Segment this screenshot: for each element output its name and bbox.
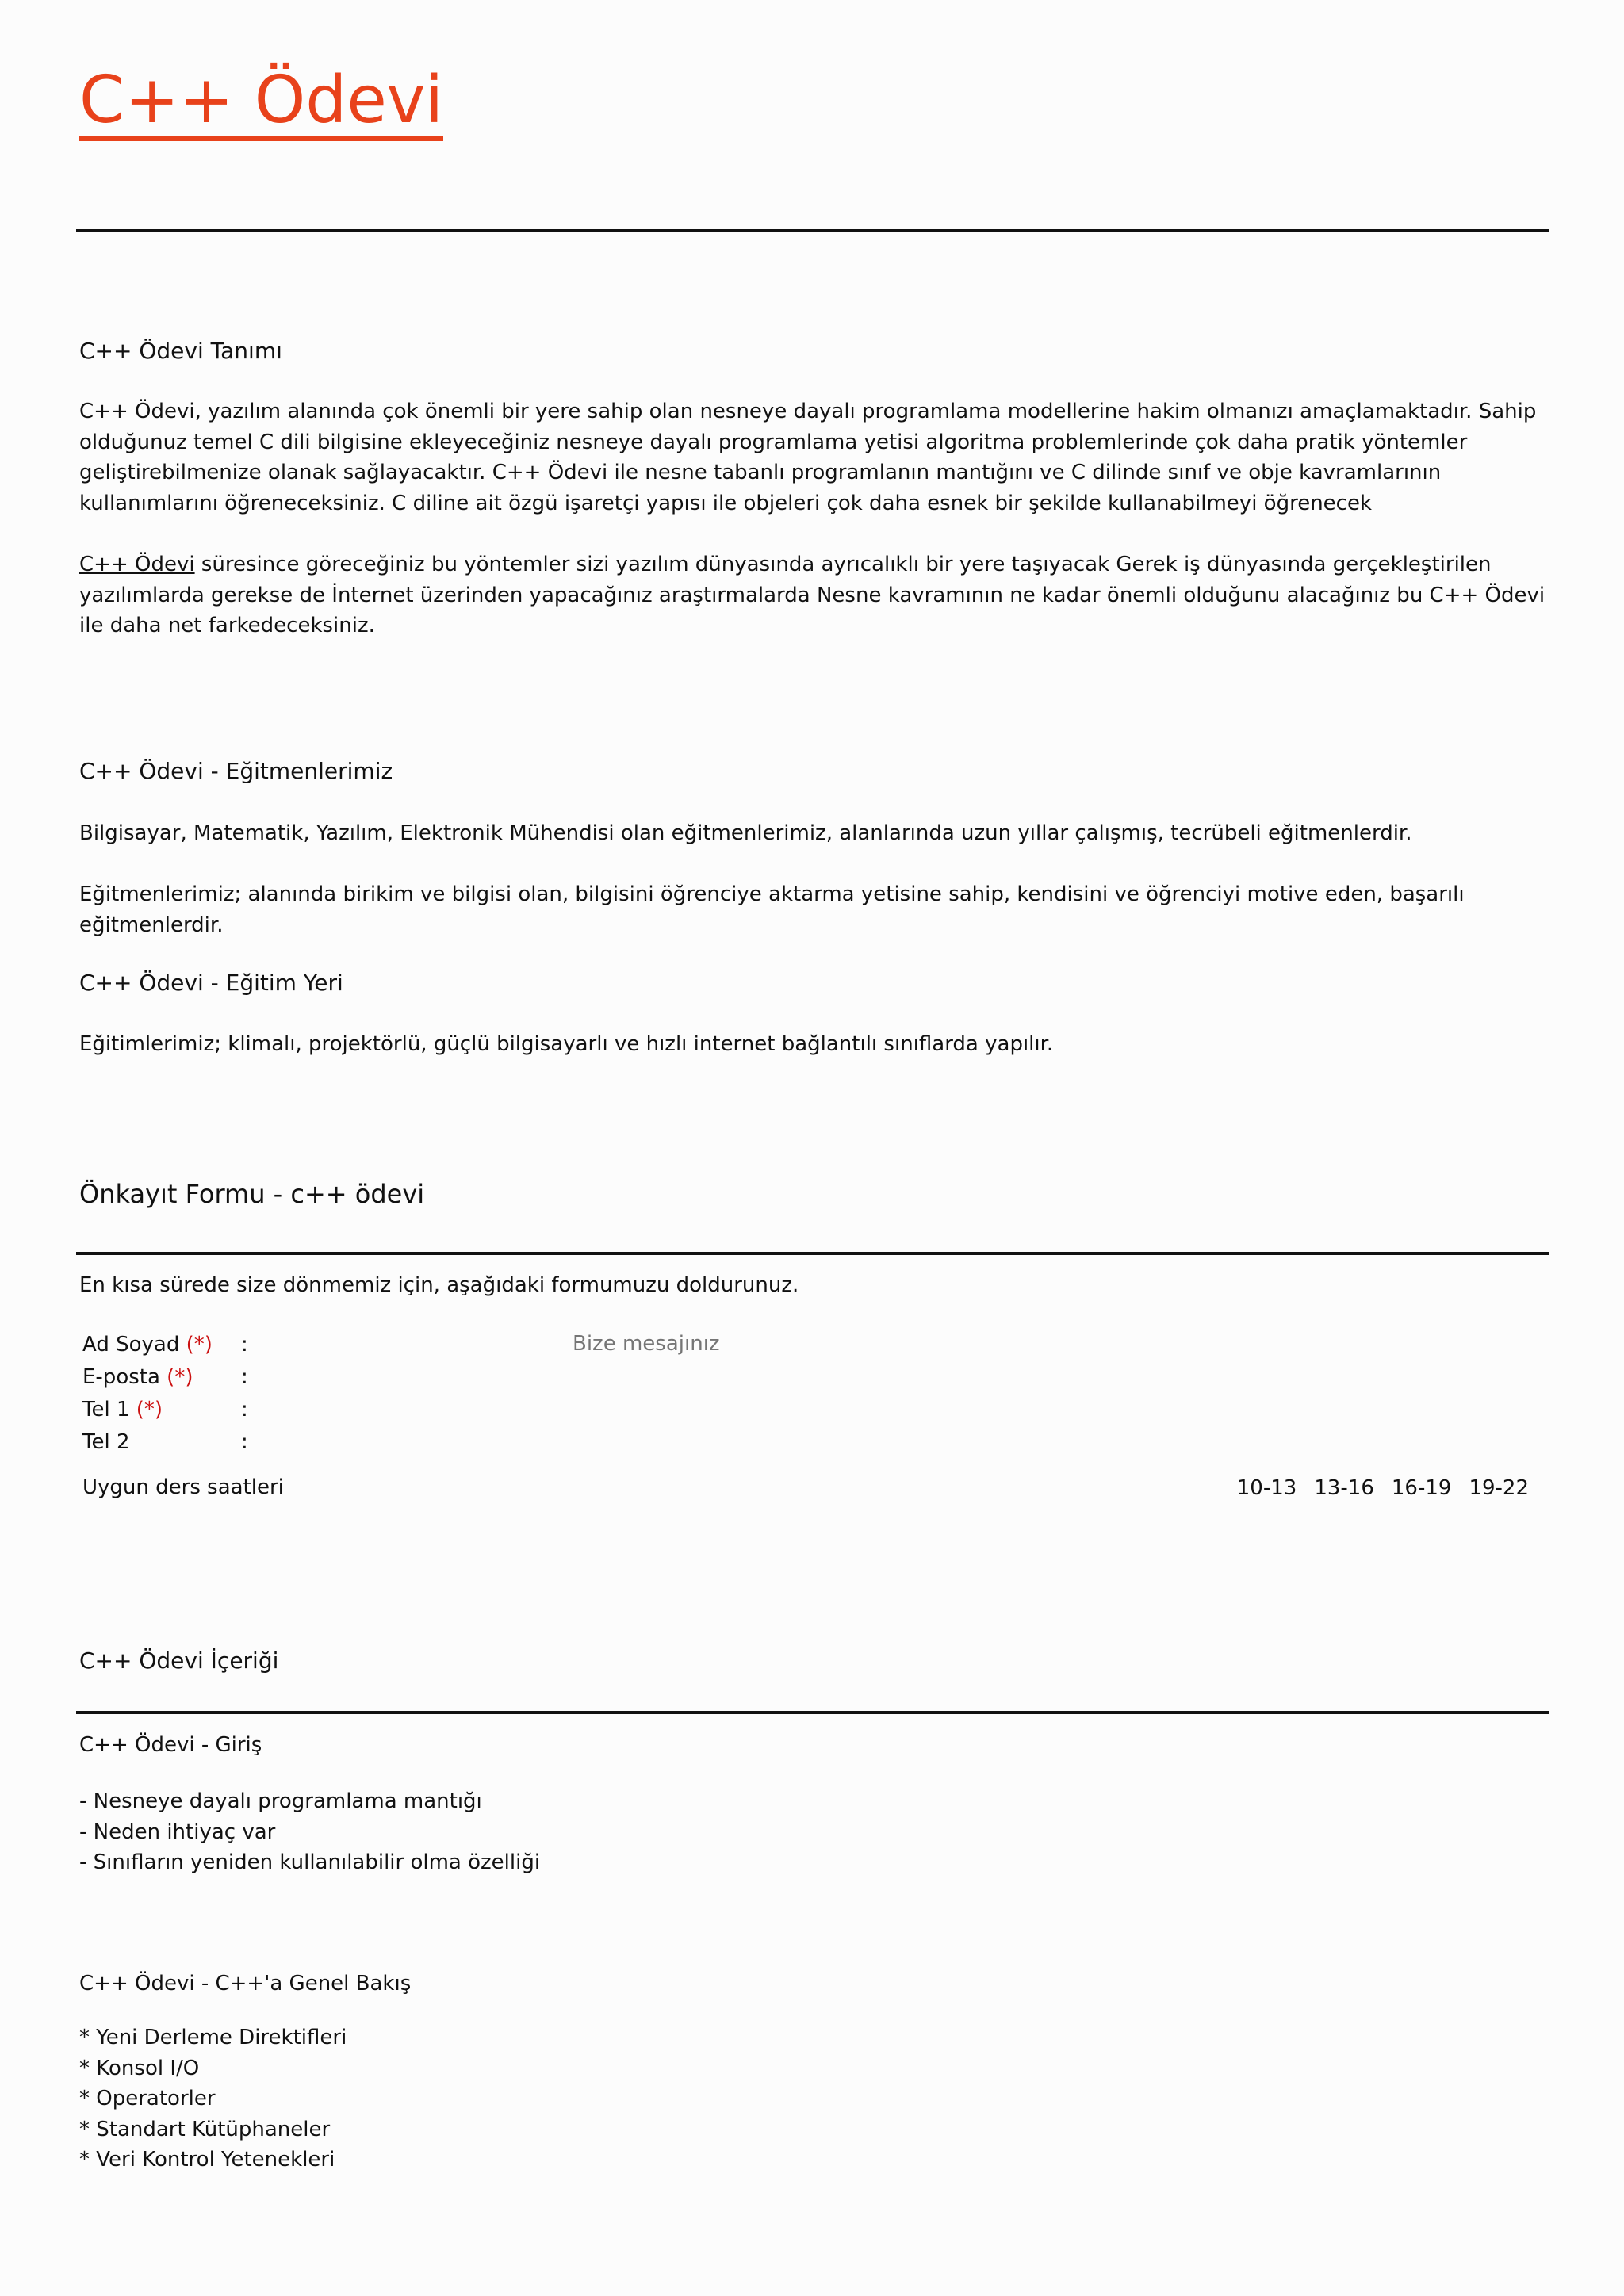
paragraph-egitmenler-2: Eğitmenlerimiz; alanında birikim ve bilgisi olan, bilgisini öğrenciye aktarma yetisine sahip, kendisini ve öğrenciyi motive eden, başarılı eğitmenlerdir. [79,882,1465,937]
hours-options [1237,1473,1529,1503]
page-title: C++ Ödevi [79,65,443,141]
field-label-eposta: E-posta (*) [82,1365,193,1389]
form-row-ad-soyad [82,1329,574,1361]
field-colon: : [241,1333,248,1357]
required-marker: (*) [136,1398,163,1422]
content-divider [76,1711,1549,1714]
content-list-giris [79,1786,540,1878]
field-colon: : [241,1365,248,1389]
form-intro: En kısa sürede size dönmemiz için, aşağıdaki formumuzu doldurunuz. [79,1273,799,1297]
content-sub-heading-genel-bakis: C++ Ödevi - C++'a Genel Bakış [79,1972,412,1996]
required-marker: (*) [167,1365,193,1389]
cpp-odevi-link[interactable]: C++ Ödevi [79,553,195,576]
ad-soyad-input[interactable] [265,1334,566,1357]
message-textarea[interactable] [573,1332,1540,1459]
form-heading: Önkayıt Formu - c++ ödevi [79,1179,425,1209]
paragraph-egitmenler-1: Bilgisayar, Matematik, Yazılım, Elektronik Mühendisi olan eğitmenlerimiz, alanlarında uzun yıllar çalışmış, tecrübeli eğitmenlerdir. [79,821,1412,845]
content-heading: C++ Ödevi İçeriği [79,1647,279,1674]
list-item: - Sınıfların yeniden kullanılabilir olma özelliği [79,1850,541,1874]
hour-option-16-19[interactable]: 16-19 [1391,1476,1452,1500]
tel2-input[interactable] [265,1431,566,1455]
list-item: * Yeni Derleme Direktifleri [79,2026,347,2049]
field-colon: : [241,1398,248,1422]
list-item: * Operatorler [79,2087,216,2110]
form-row-eposta [82,1361,574,1394]
section-heading-egitmenler: C++ Ödevi - Eğitmenlerimiz [79,758,393,784]
paragraph-tanim-2 [79,549,1546,641]
hours-label: Uygun ders saatleri [82,1475,284,1499]
list-item: * Veri Kontrol Yetenekleri [79,2148,335,2172]
tel1-input[interactable] [265,1399,566,1422]
list-item: - Nesneye dayalı programlama mantığı [79,1789,482,1813]
field-label-tel1: Tel 1 (*) [82,1398,163,1422]
form-row-tel2 [82,1426,574,1459]
form-row-tel1 [82,1394,574,1426]
field-label-tel2: Tel 2 [82,1430,130,1454]
list-item: * Konsol I/O [79,2056,200,2080]
paragraph-egitim-yeri: Eğitimlerimiz; klimalı, projektörlü, güçlü bilgisayarlı ve hızlı internet bağlantılı sınıflarda yapılır. [79,1032,1054,1056]
section-heading-tanim: C++ Ödevi Tanımı [79,338,282,364]
hour-option-13-16[interactable]: 13-16 [1314,1476,1374,1500]
field-label-ad-soyad: Ad Soyad (*) [82,1333,213,1357]
eposta-input[interactable] [265,1366,566,1390]
paragraph-tanim-1: C++ Ödevi, yazılım alanında çok önemli bir yere sahip olan nesneye dayalı programlama modellerine hakim olmanızı amaçlamaktadır. Sahip olduğunuz temel C dili bilgisine ekleyeceğiniz nesneye dayalı programlama yetisi algoritma problemlerinde çok daha pratik yöntemler geliştirebilmenize olanak sağlayacaktır. C++ Ödevi ile nesne tabanlı programlanın mantığını ve C dilinde sınıf ve obje kavramlarının kullanımlarını öğreneceksiniz. C diline ait özgü işaretçi yapısı ile objeleri çok daha esnek bir şekilde kullanabilmeyi öğrenecek [79,400,1537,515]
title-divider [76,229,1549,232]
content-sub-heading-giris: C++ Ödevi - Giriş [79,1733,262,1757]
content-list-genel-bakis [79,2022,347,2175]
required-marker: (*) [186,1333,213,1357]
section-heading-egitim-yeri: C++ Ödevi - Eğitim Yeri [79,970,343,996]
hour-option-10-13[interactable]: 10-13 [1236,1476,1297,1500]
list-item: - Neden ihtiyaç var [79,1820,276,1844]
paragraph-tanim-2-text: süresince göreceğiniz bu yöntemler sizi yazılım dünyasında ayrıcalıklı bir yere taşıyacak Gerek iş dünyasında gerçekleştirilen yazılımlarda gerekse de İnternet üzerinden yapacağınız araştırmalarda Nesne kavramının ne kadar önemli olduğunu alacağınız bu C++ Ödevi ile daha net farkedeceksiniz. [79,553,1545,637]
field-colon: : [241,1430,248,1454]
form-fields [82,1329,574,1459]
list-item: * Standart Kütüphaneler [79,2117,331,2141]
form-divider [76,1252,1549,1255]
hour-option-19-22[interactable]: 19-22 [1469,1476,1529,1500]
